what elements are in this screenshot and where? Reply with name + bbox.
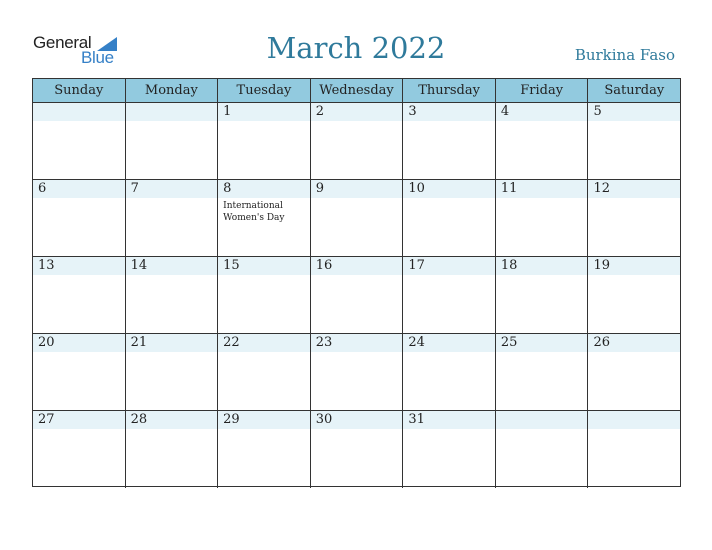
day-cell (33, 411, 125, 488)
day-number: 8 (223, 181, 232, 196)
week-row (33, 103, 680, 180)
calendar-grid (32, 78, 681, 487)
day-number: 2 (315, 104, 325, 119)
day-cell (217, 334, 310, 410)
country-label: Burkina Faso (574, 46, 675, 64)
day-number: 7 (130, 181, 139, 196)
day-number: 4 (500, 104, 510, 119)
day-number-band (218, 180, 310, 198)
day-cell (402, 334, 495, 410)
day-of-week-header (33, 79, 680, 103)
day-number: 16 (315, 258, 333, 273)
day-cell (495, 180, 588, 256)
day-number-band (126, 334, 218, 352)
day-number-band (126, 411, 218, 429)
day-number: 22 (223, 335, 240, 350)
dow-saturday: Saturday (587, 79, 680, 102)
day-number-band (218, 103, 310, 121)
day-number-band (588, 334, 680, 352)
day-number: 25 (500, 335, 518, 350)
day-cell (125, 334, 218, 410)
day-cell (217, 257, 310, 333)
day-number-band (126, 103, 218, 121)
day-cell (33, 180, 125, 256)
day-cell (495, 411, 588, 488)
day-number-band (588, 103, 680, 121)
day-cell (217, 180, 310, 256)
week-row (33, 334, 680, 411)
day-number: 29 (223, 412, 240, 427)
day-number-band (496, 257, 588, 275)
week-row (33, 257, 680, 334)
day-number-band (33, 180, 125, 198)
day-cell (310, 334, 403, 410)
day-number: 9 (315, 181, 325, 196)
day-number-band (311, 334, 403, 352)
dow-thursday: Thursday (402, 79, 495, 102)
day-number: 19 (593, 258, 611, 273)
day-number-band (588, 180, 680, 198)
day-number-band (311, 257, 403, 275)
day-cell (310, 257, 403, 333)
weeks-container (33, 103, 680, 488)
day-cell (310, 103, 403, 179)
day-number: 13 (38, 258, 55, 273)
day-cell (587, 411, 680, 488)
day-cell (402, 257, 495, 333)
day-number-band (496, 180, 588, 198)
day-number: 28 (130, 412, 148, 427)
day-number-band (403, 103, 495, 121)
dow-monday: Monday (125, 79, 218, 102)
day-cell (125, 257, 218, 333)
day-number-band (496, 334, 588, 352)
day-number: 11 (500, 181, 518, 196)
week-row (33, 180, 680, 257)
day-number: 18 (500, 258, 518, 273)
dow-sunday: Sunday (54, 83, 104, 98)
dow-friday: Friday (495, 79, 588, 102)
day-cell (217, 411, 310, 488)
day-cell (587, 103, 680, 179)
day-cell (402, 180, 495, 256)
day-cell (217, 103, 310, 179)
day-number: 3 (408, 104, 417, 119)
day-number-band (218, 411, 310, 429)
day-cell (125, 411, 218, 488)
day-number-band (126, 180, 218, 198)
day-number-band (588, 257, 680, 275)
day-cell (495, 103, 588, 179)
day-cell (402, 411, 495, 488)
day-cell (33, 334, 125, 410)
dow-wednesday: Wednesday (310, 79, 403, 102)
day-cell (495, 334, 588, 410)
day-number-band (218, 257, 310, 275)
day-cell (587, 257, 680, 333)
day-number: 30 (315, 412, 333, 427)
day-number-band (588, 411, 680, 429)
page-title: March 2022 (266, 31, 446, 65)
week-row (33, 411, 680, 488)
day-number-band (403, 257, 495, 275)
day-number-band (33, 411, 125, 429)
day-cell (587, 180, 680, 256)
day-number: 24 (408, 335, 425, 350)
logo-text-blue: Blue (81, 48, 114, 67)
holiday-label: International Women's Day (223, 201, 285, 223)
day-cell (125, 180, 218, 256)
day-number: 5 (593, 104, 602, 119)
day-number: 10 (408, 181, 425, 196)
day-number: 12 (593, 181, 611, 196)
day-number-band (496, 411, 588, 429)
day-number: 17 (408, 258, 425, 273)
day-cell (310, 411, 403, 488)
day-cell (495, 257, 588, 333)
day-number: 27 (38, 412, 55, 427)
day-number: 15 (223, 258, 240, 273)
day-number-band (403, 334, 495, 352)
day-number: 23 (315, 335, 333, 350)
day-number-band (33, 103, 125, 121)
day-number: 21 (130, 335, 148, 350)
day-number: 20 (38, 335, 55, 350)
day-number-band (218, 334, 310, 352)
logo-text-general: General (33, 33, 92, 52)
day-cell (310, 180, 403, 256)
day-number-band (311, 103, 403, 121)
day-number: 6 (38, 181, 47, 196)
day-cell (402, 103, 495, 179)
day-number: 26 (593, 335, 611, 350)
day-number-band (311, 411, 403, 429)
day-cell (33, 257, 125, 333)
day-number: 1 (223, 104, 232, 119)
day-number-band (496, 103, 588, 121)
day-number-band (33, 257, 125, 275)
day-cell (125, 103, 218, 179)
day-number-band (311, 180, 403, 198)
day-cell (587, 334, 680, 410)
day-number: 14 (130, 258, 148, 273)
day-number-band (403, 180, 495, 198)
day-cell (33, 103, 125, 179)
day-number-band (126, 257, 218, 275)
day-number-band (403, 411, 495, 429)
day-number: 31 (408, 412, 425, 427)
day-number-band (33, 334, 125, 352)
dow-tuesday: Tuesday (217, 79, 310, 102)
